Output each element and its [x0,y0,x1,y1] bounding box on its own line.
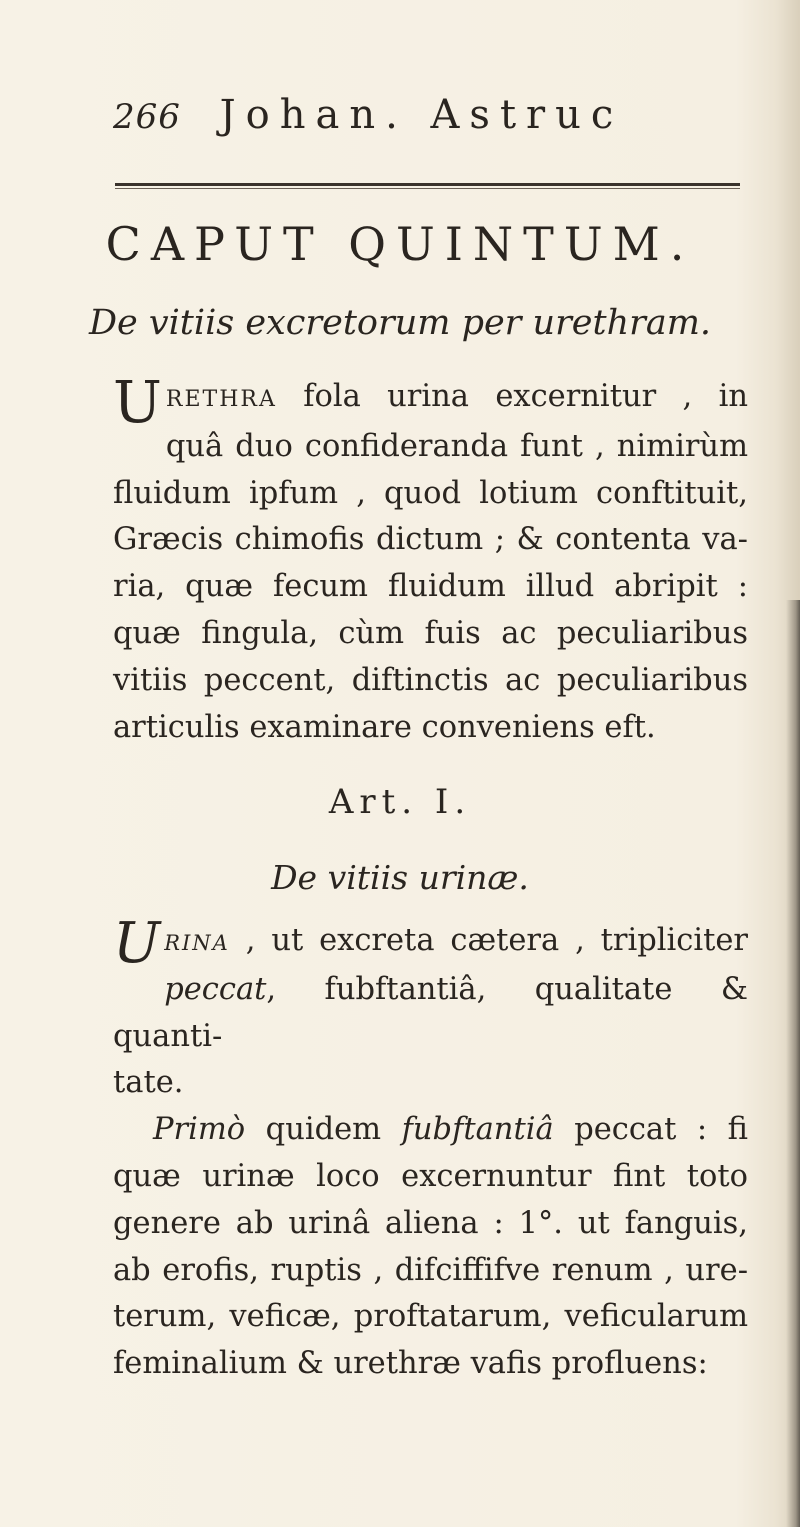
text-line: ab erofis, ruptis , difciffifve renum , ure- [113,1252,748,1288]
text-line: genere ab urinâ aliena : 1°. ut fanguis, [113,1205,748,1241]
text-line: , ut excreta cætera , tripliciter [245,923,748,958]
italic-word: fubftantiâ [401,1112,554,1148]
italic-word: peccat [164,971,267,1007]
text-fragment: peccat : fi [574,1112,749,1148]
chapter-subtitle: De vitiis excretorum per urethram. [88,303,712,343]
article-title: De vitiis urinæ. [271,858,529,897]
lead-word: RETHRA [165,387,277,412]
paragraph-intro [113,368,748,751]
text-line: Græcis chimofis dictum ; & contenta va- [113,522,748,558]
text-line: feminalium & urethræ vafis profluens: [113,1346,708,1382]
page-number: 266 [113,97,181,137]
text-line: quæ fingula, cùm fuis ac peculiaribus [113,615,748,651]
header-rule-thin [115,188,740,189]
running-head-author: Johan. Astruc [219,92,624,138]
text-line: fola urina excernitur , in [303,379,748,414]
text-line: articulis examinare conveniens eft. [113,709,656,745]
text-line: ria, quæ fecum fluidum illud abripit : [113,569,748,605]
text-line: tate. [113,1065,184,1101]
text-line: quâ duo confideranda funt , nimirùm [165,428,748,464]
running-header [113,92,743,138]
text-line: quæ urinæ loco excernuntur fint toto [113,1158,748,1194]
chapter-title: CAPUT QUINTUM. [105,217,695,271]
text-fragment: quidem [265,1112,382,1148]
article-heading: Art. I. [328,782,472,822]
header-rule [115,183,740,186]
drop-cap: U [113,911,161,976]
drop-cap: U [113,368,162,436]
paragraph-urina [113,911,749,1388]
text-line: terum, veficæ, proftatarum, veficularum [113,1299,748,1335]
page-edge-shadow [786,600,800,1527]
text-line: fluidum ipfum , quod lotium conftituit, [113,475,748,511]
italic-word: Primò [153,1112,246,1148]
text-line: vitiis peccent, diftinctis ac peculiaribus [113,662,748,698]
lead-word: RINA [164,931,230,955]
text-line: , fubftantiâ, qualitate & quanti- [113,971,748,1054]
